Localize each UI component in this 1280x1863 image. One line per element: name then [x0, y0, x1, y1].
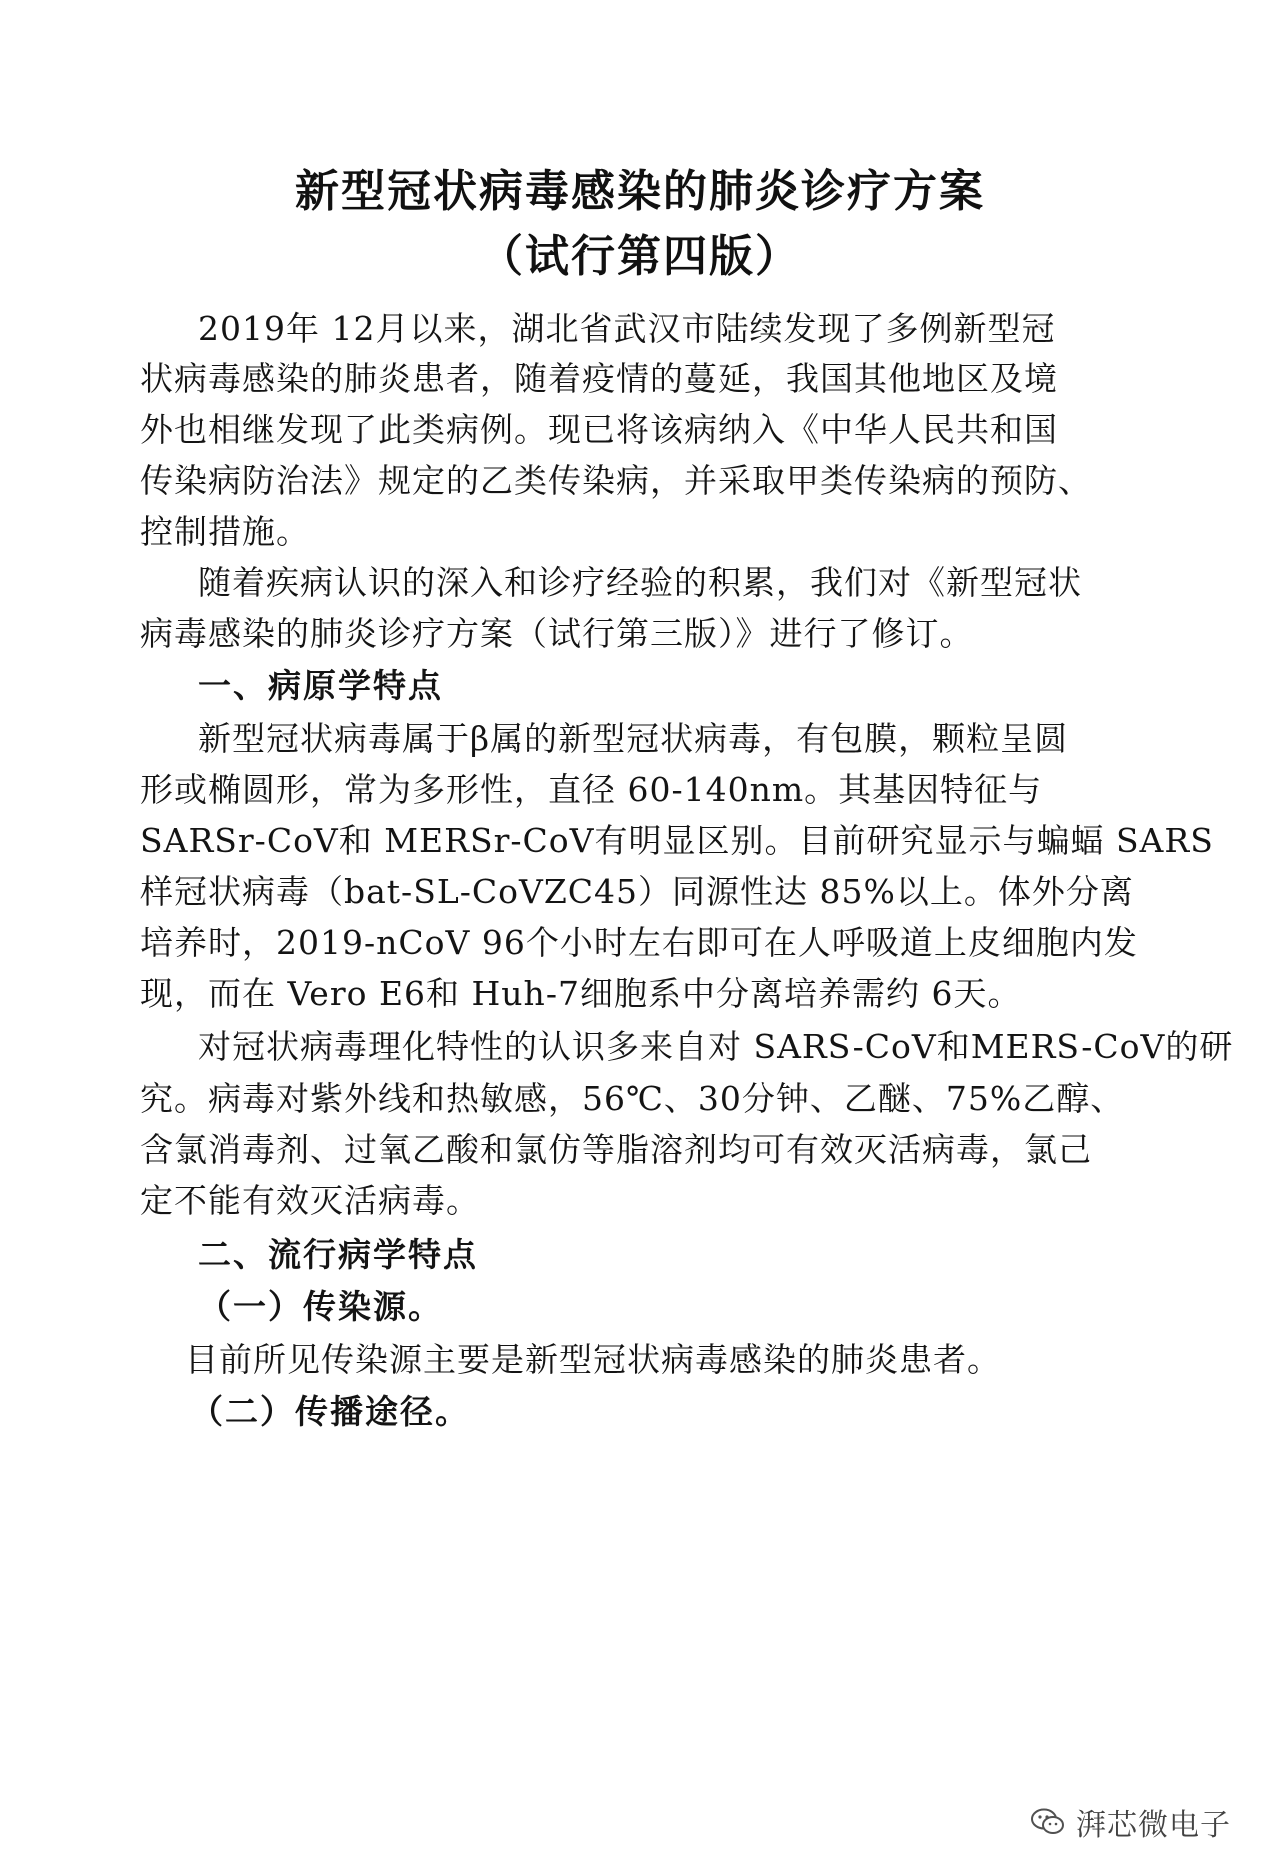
- paragraph-line: 形或椭圆形，常为多形性，直径 60-140nm。其基因特征与: [140, 770, 1043, 809]
- wechat-icon: [1030, 1807, 1066, 1837]
- paragraph-line: 样冠状病毒（bat-SL-CoVZC45）同源性达 85%以上。体外分离: [140, 872, 1134, 911]
- paragraph-line: 传染病防治法》规定的乙类传染病，并采取甲类传染病的预防、: [140, 461, 1092, 500]
- paragraph-line: 现，而在 Vero E6和 Huh-7细胞系中分离培养需约 6天。: [140, 974, 1022, 1013]
- paragraph-line: 新型冠状病毒属于β属的新型冠状病毒，有包膜，颗粒呈圆: [198, 719, 1069, 758]
- document-subtitle: （试行第四版）: [479, 231, 801, 282]
- document-title: 新型冠状病毒感染的肺炎诊疗方案: [295, 166, 985, 217]
- section-heading: 二、流行病学特点: [198, 1235, 478, 1274]
- paragraph-line: 状病毒感染的肺炎患者，随着疫情的蔓延，我国其他地区及境: [140, 359, 1058, 398]
- paragraph-line: 随着疾病认识的深入和诊疗经验的积累，我们对《新型冠状: [198, 563, 1082, 602]
- paragraph-line: 控制措施。: [140, 512, 310, 551]
- paragraph-line: 目前所见传染源主要是新型冠状病毒感染的肺炎患者。: [185, 1340, 1001, 1379]
- paragraph-line: 含氯消毒剂、过氧乙酸和氯仿等脂溶剂均可有效灭活病毒，氯己: [140, 1130, 1092, 1169]
- paragraph-line: 培养时，2019-nCoV 96个小时左右即可在人呼吸道上皮细胞内发: [140, 923, 1138, 962]
- paragraph-line: SARSr-CoV和 MERSr-CoV有明显区别。目前研究显示与蝙蝠 SARS: [140, 821, 1214, 860]
- paragraph-line: 定不能有效灭活病毒。: [140, 1181, 480, 1220]
- paragraph-line: 外也相继发现了此类病例。现已将该病纳入《中华人民共和国: [140, 410, 1058, 449]
- subsection-heading: （一）传染源。: [198, 1287, 443, 1326]
- paragraph-line: 病毒感染的肺炎诊疗方案（试行第三版）》进行了修订。: [140, 614, 974, 653]
- section-heading: 一、病原学特点: [198, 666, 443, 705]
- paragraph-line: 2019年 12月以来，湖北省武汉市陆续发现了多例新型冠: [198, 309, 1056, 348]
- paragraph-line: 究。病毒对紫外线和热敏感，56℃、30分钟、乙醚、75%乙醇、: [140, 1079, 1125, 1118]
- subsection-heading: （二）传播途径。: [190, 1392, 470, 1431]
- watermark: [1030, 1802, 1231, 1842]
- watermark-text: 湃芯微电子: [1076, 1808, 1231, 1843]
- paragraph-line: 对冠状病毒理化特性的认识多来自对 SARS-CoV和MERS-CoV的研: [198, 1027, 1234, 1066]
